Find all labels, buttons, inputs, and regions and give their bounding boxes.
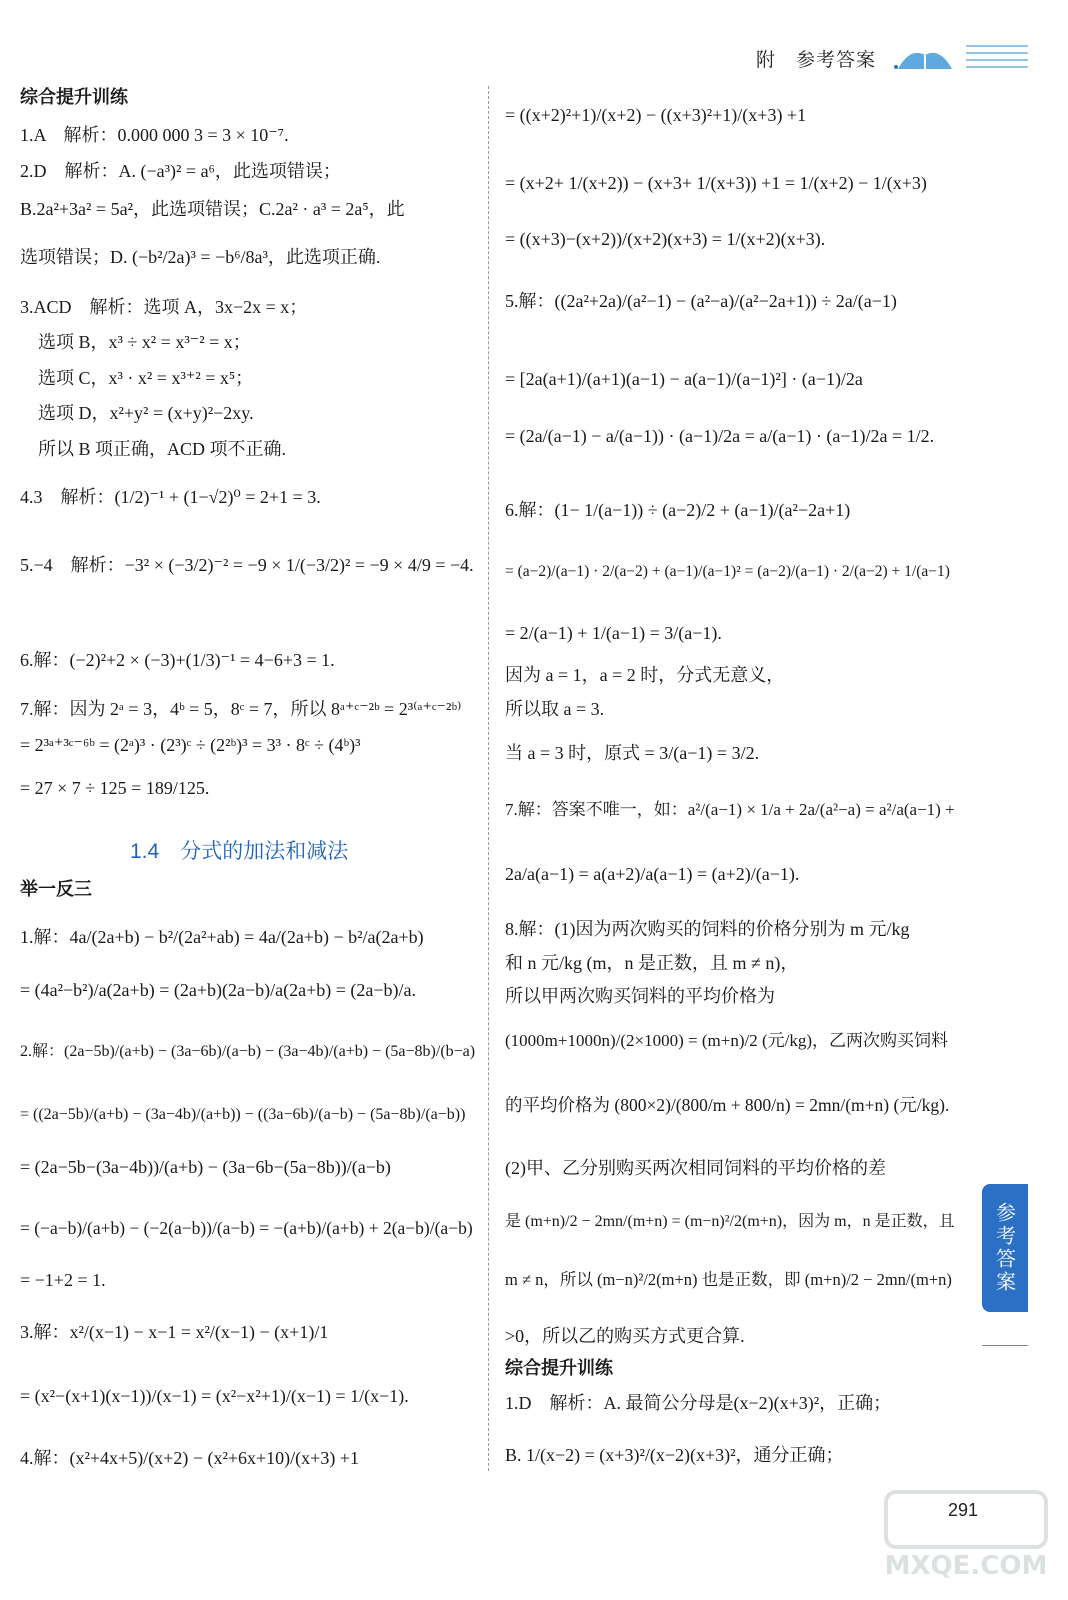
book-icon: [890, 41, 960, 75]
answer-line: 1.解：4a/(2a+b) − b²/(2a²+ab) = 4a/(2a+b) − b²/a(2a+b): [20, 927, 424, 947]
answer-line: = ((x+3)−(x+2))/(x+2)(x+3) = 1/(x+2)(x+3).: [505, 229, 826, 249]
answer-line: = 2/(a−1) + 1/(a−1) = 3/(a−1).: [505, 623, 722, 643]
answer-line: = (−a−b)/(a+b) − (−2(a−b))/(a−b) = −(a+b)/(a+b) + 2(a−b)/(a−b): [20, 1218, 473, 1238]
answer-line: = ((x+2)²+1)/(x+2) − ((x+3)²+1)/(x+3) +1: [505, 105, 807, 125]
answer-line: = ((2a−5b)/(a+b) − (3a−4b)/(a+b)) − ((3a−6b)/(a−b) − (5a−8b)/(a−b)): [20, 1106, 466, 1123]
answer-line: 选项错误；D. (−b²/2a)³ = −b⁶/8a³，此选项正确.: [20, 247, 381, 267]
answer-line: = (2a−5b−(3a−4b))/(a+b) − (3a−6b−(5a−8b))/(a−b): [20, 1157, 391, 1177]
answer-line: = [2a(a+1)/(a+1)(a−1) − a(a−1)/(a−1)²] · (a−1)/2a: [505, 369, 863, 389]
answer-line: = 27 × 7 ÷ 125 = 189/125.: [20, 778, 210, 798]
svg-text:MXQE.COM: MXQE.COM: [884, 1551, 1048, 1581]
header-decoration: [966, 45, 1028, 71]
answer-line: 2.解：(2a−5b)/(a+b) − (3a−6b)/(a−b) − (3a−4b)/(a+b) − (5a−8b)/(b−a): [20, 1043, 476, 1060]
answer-line: 和 n 元/kg (m，n 是正数，且 m ≠ n)，: [505, 953, 799, 973]
answer-line: 3.ACD 解析：选项 A，3x−2x = x；: [20, 297, 308, 317]
answer-line: 7.解：因为 2ᵃ = 3，4ᵇ = 5，8ᶜ = 7，所以 8ᵃ⁺ᶜ⁻²ᵇ = 2³⁽ᵃ⁺ᶜ⁻²ᵇ⁾: [20, 699, 462, 719]
answer-line: 是 (m+n)/2 − 2mn/(m+n) = (m−n)²/2(m+n)，因为 m，n 是正数，且: [505, 1213, 955, 1230]
answer-line: 6.解：(−2)²+2 × (−3)+(1/3)⁻¹ = 4−6+3 = 1.: [20, 650, 335, 670]
answer-line: = (x²−(x+1)(x−1))/(x−1) = (x²−x²+1)/(x−1) = 1/(x−1).: [20, 1386, 409, 1406]
answer-line: 1.A 解析：0.000 000 3 = 3 × 10⁻⁷.: [20, 125, 289, 145]
answer-line: 当 a = 3 时，原式 = 3/(a−1) = 3/2.: [505, 743, 760, 763]
answer-line: 因为 a = 1，a = 2 时，分式无意义，: [505, 665, 785, 685]
page-number: 291: [948, 1500, 979, 1520]
answer-line: 选项 B，x³ ÷ x² = x³⁻² = x；: [20, 332, 251, 352]
answer-line: 1.D 解析：A. 最简公分母是(x−2)(x+3)²，正确；: [505, 1393, 892, 1413]
answer-line: 所以取 a = 3.: [505, 699, 605, 719]
answer-line: 所以 B 项正确，ACD 项不正确.: [20, 439, 287, 459]
section-heading: 举一反三: [20, 879, 92, 899]
answer-line: 所以甲两次购买饲料的平均价格为: [505, 986, 775, 1006]
answer-line: B. 1/(x−2) = (x+3)²/(x−2)(x+3)²，通分正确；: [505, 1445, 844, 1465]
answer-line: 8.解：(1)因为两次购买的饲料的价格分别为 m 元/kg: [505, 919, 910, 939]
answer-line: >0，所以乙的购买方式更合算.: [505, 1326, 745, 1346]
side-tab-rule: [982, 1345, 1028, 1346]
answer-line: (2)甲、乙分别购买两次相同饲料的平均价格的差: [505, 1158, 886, 1178]
answer-line: 6.解：(1− 1/(a−1)) ÷ (a−2)/2 + (a−1)/(a²−2a+1): [505, 500, 851, 520]
answer-line: 4.3 解析：(1/2)⁻¹ + (1−√2)⁰ = 2+1 = 3.: [20, 487, 321, 507]
chapter-title: 1.4 分式的加法和减法: [130, 840, 349, 863]
column-divider: [488, 86, 489, 1471]
section-heading: 综合提升训练: [20, 87, 128, 107]
answer-line: 2.D 解析：A. (−a³)² = a⁶，此选项错误；: [20, 161, 341, 181]
answer-line: 7.解：答案不唯一，如：a²/(a−1) × 1/a + 2a/(a²−a) = a²/a(a−1) +: [505, 800, 955, 819]
answer-line: 的平均价格为 (800×2)/(800/m + 800/n) = 2mn/(m+n) (元/kg).: [505, 1095, 950, 1115]
section-heading: 综合提升训练: [505, 1358, 613, 1378]
answer-line: (1000m+1000n)/(2×1000) = (m+n)/2 (元/kg)，乙两次购买饲料: [505, 1031, 949, 1050]
answer-line: 4.解：(x²+4x+5)/(x+2) − (x²+6x+10)/(x+3) +1: [20, 1448, 359, 1468]
header-text: 附 参考答案: [755, 49, 876, 71]
answer-line: = (a−2)/(a−1) · 2/(a−2) + (a−1)/(a−1)² = (a−2)/(a−1) · 2/(a−2) + 1/(a−1): [505, 563, 950, 580]
answer-line: m ≠ n，所以 (m−n)²/2(m+n) 也是正数，即 (m+n)/2 − 2mn/(m+n): [505, 1270, 952, 1289]
answer-line: 2a/a(a−1) = a(a+2)/a(a−1) = (a+2)/(a−1).: [505, 864, 800, 884]
answer-line: 5.−4 解析：−3² × (−3/2)⁻² = −9 × 1/(−3/2)² = −9 × 4/9 = −4.: [20, 555, 474, 575]
page-header: [756, 38, 1028, 78]
answer-line: = (x+2+ 1/(x+2)) − (x+3+ 1/(x+3)) +1 = 1/(x+2) − 1/(x+3): [505, 173, 927, 193]
answer-line: 选项 D，x²+y² = (x+y)²−2xy.: [20, 403, 254, 423]
answer-line: = 2³ᵃ⁺³ᶜ⁻⁶ᵇ = (2ᵃ)³ · (2³)ᶜ ÷ (2²ᵇ)³ = 3³ · 8ᶜ ÷ (4ᵇ)³: [20, 735, 361, 755]
answer-line: = (4a²−b²)/a(2a+b) = (2a+b)(2a−b)/a(2a+b) = (2a−b)/a.: [20, 980, 416, 1000]
answer-line: 选项 C，x³ · x² = x³⁺² = x⁵；: [20, 368, 254, 388]
answer-line: 3.解：x²/(x−1) − x−1 = x²/(x−1) − (x+1)/1: [20, 1322, 329, 1342]
answer-line: B.2a²+3a² = 5a²，此选项错误；C.2a² · a³ = 2a⁵，此: [20, 199, 405, 219]
side-tab: 参考答案: [982, 1184, 1028, 1312]
answer-line: = (2a/(a−1) − a/(a−1)) · (a−1)/2a = a/(a−1) · (a−1)/2a = 1/2.: [505, 426, 935, 446]
watermark-logo: [876, 1484, 1056, 1594]
answer-line: 5.解：((2a²+2a)/(a²−1) − (a²−a)/(a²−2a+1)) ÷ 2a/(a−1): [505, 291, 897, 311]
answer-line: = −1+2 = 1.: [20, 1270, 106, 1290]
